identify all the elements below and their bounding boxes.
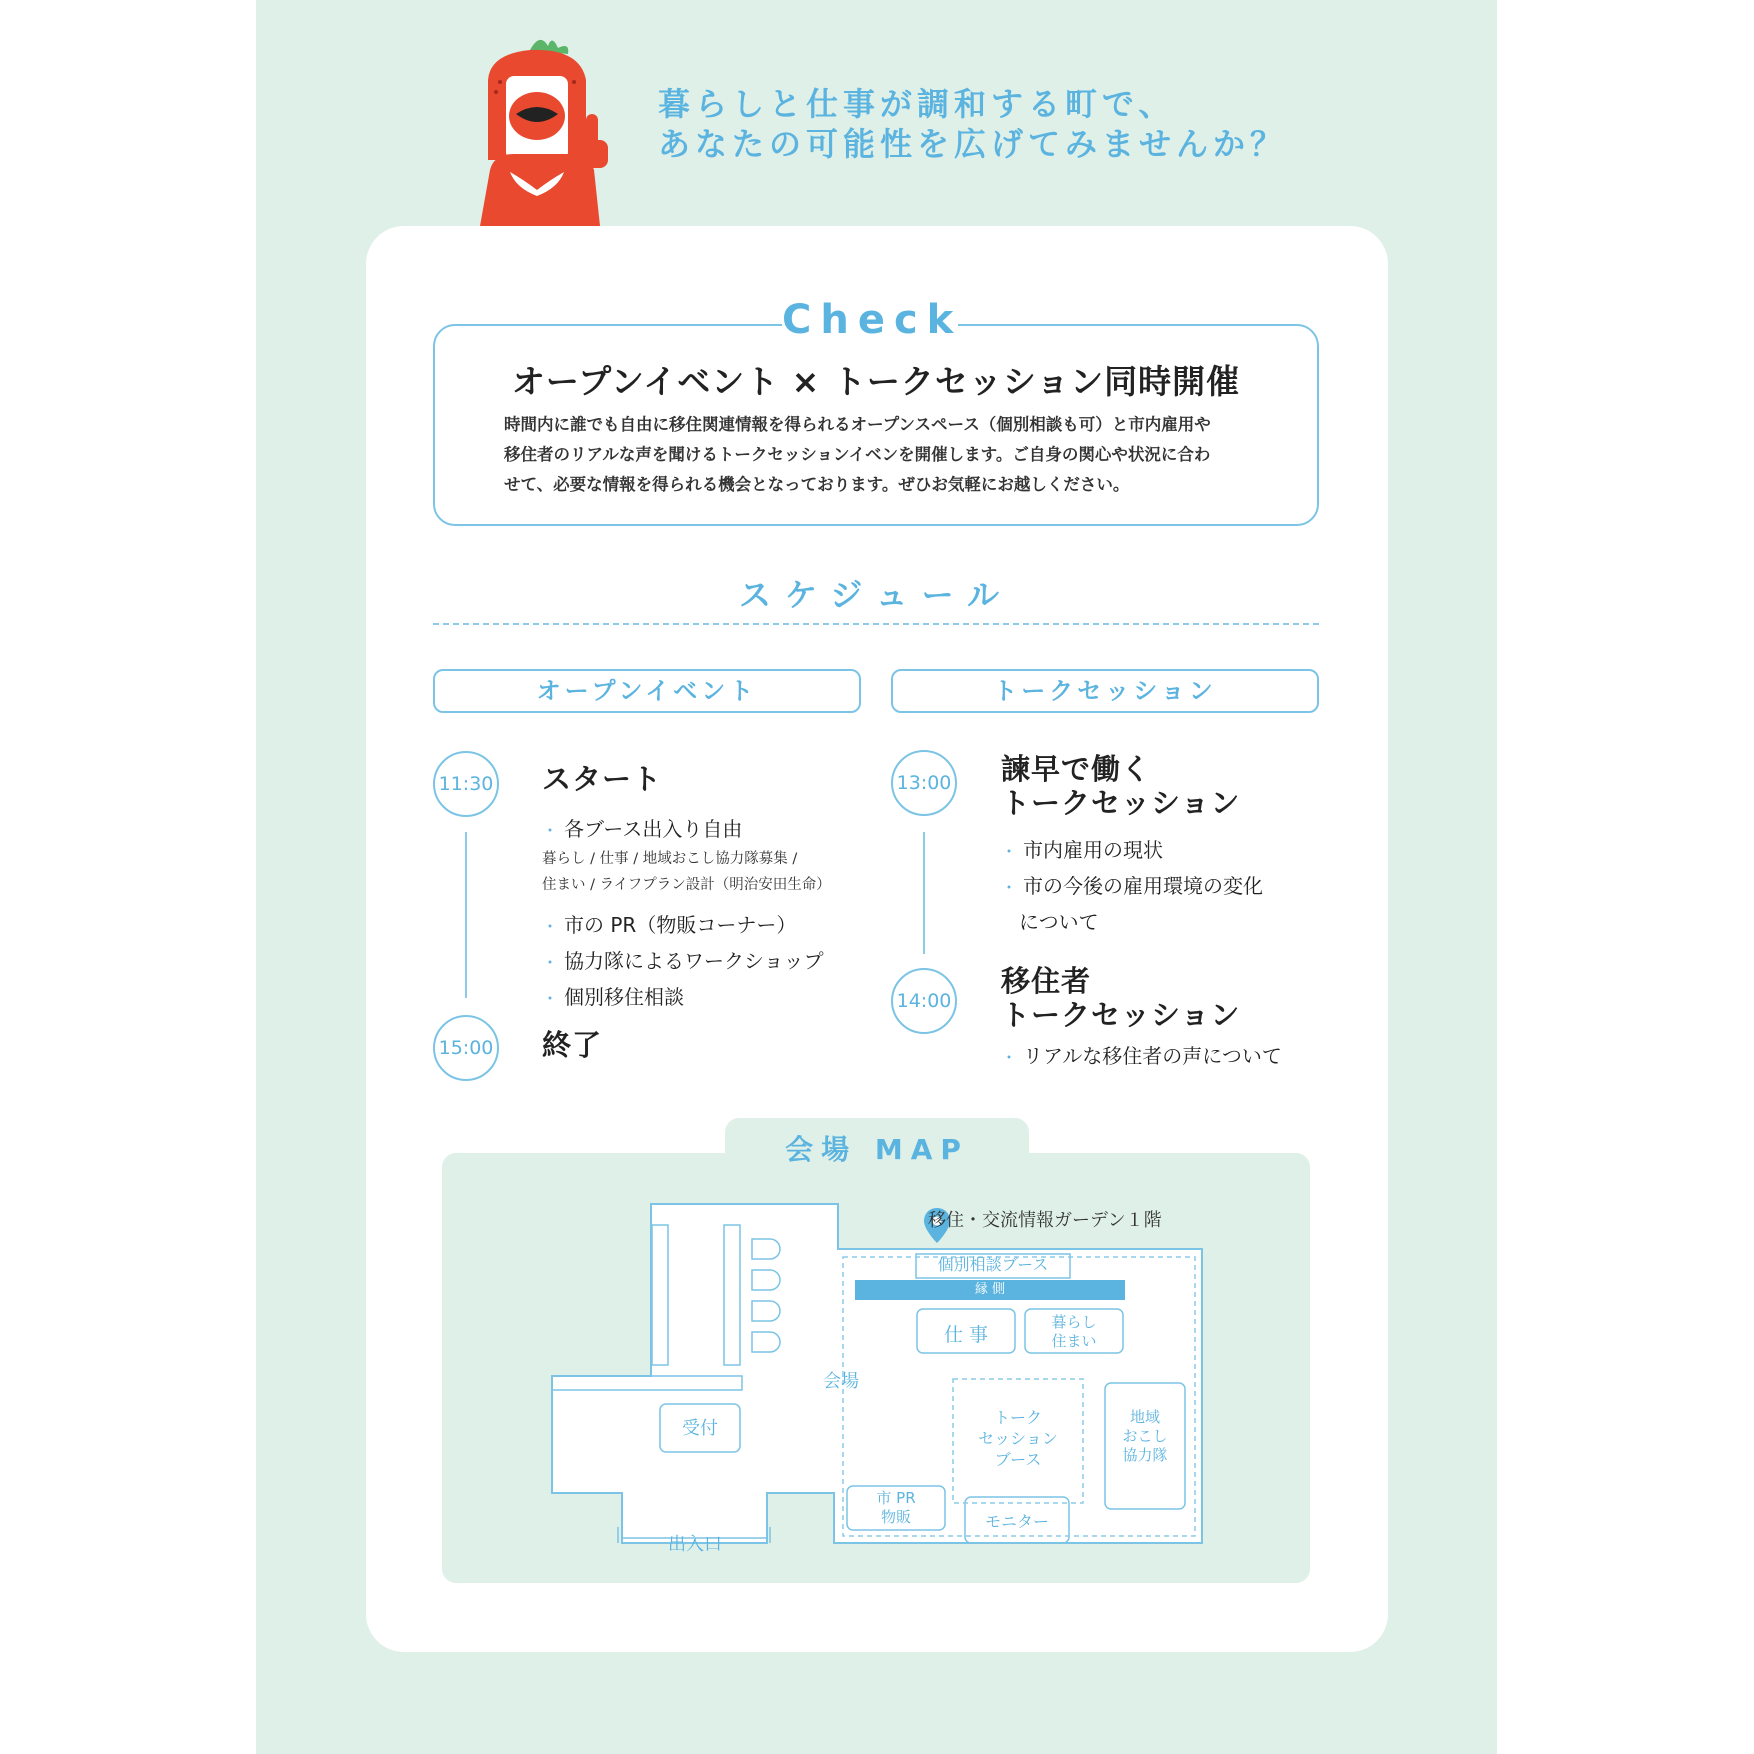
tagline-line-1: 暮らしと仕事が調和する町で、: [658, 85, 1176, 123]
map-label-line: 地域: [1129, 1408, 1160, 1426]
check-label: Check: [782, 297, 963, 343]
map-label-engawa: 縁 側: [974, 1282, 1006, 1297]
bullet-text: 市の PR（物販コーナー）: [564, 913, 797, 937]
map-label-line: 物販: [880, 1508, 911, 1526]
timeline-line: [465, 832, 467, 998]
map-label-reception: 受付: [682, 1418, 718, 1439]
schedule-title: スケジュール: [738, 576, 1014, 614]
map-label-monitor: モニター: [984, 1512, 1049, 1531]
location-text: 移住・交流情報ガーデン１階: [928, 1210, 1162, 1231]
map-label-line: ブース: [994, 1450, 1042, 1469]
check-body-line: 時間内に誰でも自由に移住関連情報を得られるオープンスペース（個別相談も可）と市内雇用や: [504, 415, 1211, 434]
map-label-consult-booth: 個別相談ブース: [937, 1255, 1049, 1274]
time-badge-end: 15:00: [433, 1015, 499, 1081]
tagline: [658, 84, 1287, 164]
talk-session-header: トークセッション: [891, 669, 1319, 713]
map-label-line: セッション: [978, 1429, 1058, 1448]
map-label-entrance: 出入口: [668, 1534, 722, 1555]
strawberry-mascot-illustration: [470, 30, 620, 226]
check-heading: オープンイベント × トークセッション同時開催: [511, 362, 1241, 401]
bullet-item: ・ 各ブース出入り自由: [542, 817, 743, 841]
time-badge-session-1: 13:00: [891, 750, 957, 816]
bullet-text: 個別移住相談: [564, 985, 685, 1009]
map-label-line: 協力隊: [1122, 1446, 1168, 1464]
tagline-line-2: あなたの可能性を広げてみませんか？: [658, 125, 1288, 163]
map-location-label: [928, 1206, 1162, 1232]
bullet-text: リアルな移住者の声について: [1023, 1044, 1282, 1068]
bullet-item: ・ 協力隊によるワークショップ: [542, 949, 824, 973]
session-2-title-line: 移住者: [1001, 964, 1092, 998]
open-start-title: スタート: [542, 762, 663, 796]
session-1-title-line: トークセッション: [1001, 786, 1241, 820]
bullet-text-continued: について: [1019, 910, 1099, 934]
map-label-pr: [847, 1489, 945, 1527]
map-label-living: [1025, 1313, 1123, 1351]
map-label-venue: 会場: [823, 1371, 859, 1392]
booth-list-line: 暮らし / 仕事 / 地域おこし協力隊募集 /: [542, 851, 798, 867]
bullet-text: 市内雇用の現状: [1023, 838, 1164, 862]
bullet-item: ・ 市の PR（物販コーナー）: [542, 913, 797, 937]
bullet-item: ・ 市内雇用の現状: [1001, 838, 1164, 862]
session-2-title-line: トークセッション: [1001, 998, 1241, 1032]
time-badge-session-2: 14:00: [891, 968, 957, 1034]
booth-list-line: 住まい / ライフプラン設計（明治安田生命）: [542, 877, 831, 893]
map-label-regional: [1105, 1408, 1185, 1465]
map-label-line: 市 PR: [876, 1489, 916, 1507]
check-body-line: 移住者のリアルな声を聞けるトークセッションイベンを開催します。ご自身の関心や状況に合わ: [504, 445, 1211, 464]
time-badge-start: 11:30: [433, 751, 499, 817]
bullet-text: 協力隊によるワークショップ: [564, 949, 824, 973]
map-label-line: トーク: [993, 1408, 1042, 1427]
map-title: 会場 MAP: [725, 1118, 1029, 1178]
open-end-title: 終了: [542, 1028, 603, 1062]
session-2-title: [1001, 964, 1240, 1032]
open-event-header: オープンイベント: [433, 669, 861, 713]
bullet-text: 市の今後の雇用環境の変化: [1023, 874, 1264, 898]
map-label-work: 仕 事: [943, 1324, 989, 1346]
bullet-item: ・ リアルな移住者の声について: [1001, 1044, 1282, 1068]
session-1-title-line: 諫早で働く: [1001, 752, 1152, 786]
bullet-item: ・ 個別移住相談: [542, 985, 685, 1009]
map-label-line: 住まい: [1051, 1332, 1097, 1350]
map-label-line: 暮らし: [1051, 1313, 1097, 1331]
bullet-item: ・ 市の今後の雇用環境の変化: [1001, 874, 1264, 898]
timeline-line: [923, 832, 925, 954]
bullet-text: 各ブース出入り自由: [564, 817, 743, 841]
check-description: [504, 410, 1264, 500]
map-label-line: おこし: [1122, 1427, 1168, 1445]
check-body-line: せて、必要な情報を得られる機会となっております。ぜひお気軽にお越しください。: [504, 475, 1130, 494]
dashed-divider: [433, 623, 1319, 625]
session-1-title: [1001, 752, 1240, 820]
map-label-talk-booth: [953, 1407, 1083, 1470]
